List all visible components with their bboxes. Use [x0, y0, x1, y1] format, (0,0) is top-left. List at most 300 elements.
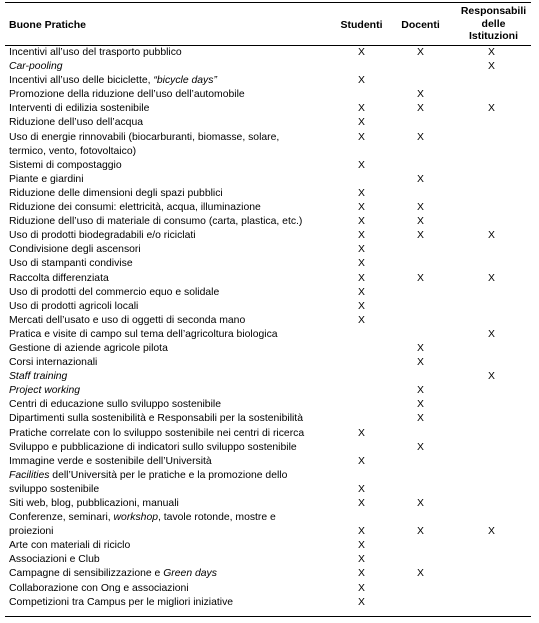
table-row	[5, 102, 531, 116]
teachers-mark: X	[417, 216, 424, 228]
practice-label	[5, 215, 334, 229]
teachers-mark: X	[417, 272, 424, 284]
teachers-mark-cell	[389, 257, 452, 271]
teachers-mark: X	[417, 385, 424, 397]
teachers-mark: X	[417, 399, 424, 411]
students-mark: X	[358, 230, 365, 242]
students-mark-cell	[334, 243, 389, 257]
practice-label	[5, 88, 334, 102]
institutions-mark-cell	[452, 215, 531, 229]
students-mark-cell	[334, 356, 389, 370]
practice-label-part: Campagne di sensibilizzazione e	[9, 568, 164, 580]
students-mark-cell	[334, 342, 389, 356]
students-mark: X	[358, 117, 365, 129]
table-row	[5, 215, 531, 229]
institutions-mark-cell	[452, 384, 531, 398]
institutions-mark-cell	[452, 74, 531, 88]
teachers-mark: X	[417, 357, 424, 369]
students-mark: X	[358, 202, 365, 214]
practice-label-part: Siti web, blog, pubblicazioni, manuali	[9, 498, 179, 509]
students-mark: X	[358, 47, 365, 58]
teachers-mark: X	[417, 230, 424, 242]
teachers-mark: X	[417, 173, 424, 185]
table-row	[5, 370, 531, 384]
table-row	[5, 60, 531, 74]
students-mark: X	[358, 526, 365, 538]
students-mark-cell	[334, 567, 389, 581]
students-mark-cell	[334, 455, 389, 469]
teachers-mark-cell	[389, 370, 452, 384]
teachers-mark-cell	[389, 286, 452, 300]
practice-label-part: proiezioni	[9, 526, 54, 538]
practice-label	[5, 145, 334, 159]
institutions-mark-cell	[452, 553, 531, 567]
institutions-mark-cell	[452, 60, 531, 74]
students-mark-cell	[334, 497, 389, 511]
institutions-mark-cell	[452, 441, 531, 455]
practice-label-part: Incentivi all’uso del trasporto pubblico	[9, 47, 182, 58]
table-row	[5, 145, 531, 159]
students-mark-cell	[334, 116, 389, 130]
practice-label-part: Project working	[9, 385, 81, 397]
students-mark: X	[358, 314, 365, 326]
table-row	[5, 116, 531, 130]
table-row	[5, 398, 531, 412]
practice-label	[5, 328, 334, 342]
practices-table	[5, 46, 531, 610]
students-mark: X	[358, 582, 365, 594]
teachers-mark: X	[417, 89, 424, 101]
practice-label	[5, 201, 334, 215]
practice-label	[5, 596, 334, 610]
institutions-mark-cell	[452, 173, 531, 187]
institutions-mark-cell	[452, 427, 531, 441]
students-mark: X	[358, 103, 365, 115]
practice-label	[5, 553, 334, 567]
teachers-mark: X	[417, 498, 424, 509]
institutions-mark-cell	[452, 88, 531, 102]
students-mark-cell	[334, 201, 389, 215]
teachers-mark-cell	[389, 342, 452, 356]
students-mark: X	[358, 159, 365, 171]
practice-label-part: Condivisione degli ascensori	[9, 244, 141, 256]
practice-label-part: Conferenze, seminari,	[9, 512, 114, 524]
students-mark-cell	[334, 229, 389, 243]
institutions-mark: X	[488, 526, 495, 538]
table-row	[5, 88, 531, 102]
students-mark: X	[358, 455, 365, 467]
practice-label	[5, 539, 334, 553]
practice-label	[5, 74, 334, 88]
students-mark-cell	[334, 102, 389, 116]
table-row	[5, 511, 531, 525]
teachers-mark-cell	[389, 102, 452, 116]
practice-label-part: Centri di educazione sullo sviluppo sostenibile	[9, 399, 221, 411]
institutions-mark-cell	[452, 582, 531, 596]
students-mark-cell	[334, 525, 389, 539]
institutions-mark: X	[488, 272, 495, 284]
practice-label	[5, 370, 334, 384]
teachers-mark-cell	[389, 356, 452, 370]
institutions-mark: X	[488, 328, 495, 340]
institutions-mark-cell	[452, 159, 531, 173]
students-mark: X	[358, 244, 365, 256]
institutions-mark-cell	[452, 412, 531, 426]
practice-label	[5, 159, 334, 173]
institutions-mark-cell	[452, 116, 531, 130]
practice-label	[5, 427, 334, 441]
table-row	[5, 159, 531, 173]
institutions-mark-cell	[452, 469, 531, 483]
institutions-mark-cell	[452, 300, 531, 314]
teachers-mark-cell	[389, 596, 452, 610]
teachers-mark-cell	[389, 328, 452, 342]
table-row	[5, 412, 531, 426]
practice-label	[5, 483, 334, 497]
students-mark-cell	[334, 441, 389, 455]
table-row	[5, 187, 531, 201]
teachers-mark: X	[417, 342, 424, 354]
institutions-mark-cell	[452, 370, 531, 384]
students-mark-cell	[334, 173, 389, 187]
students-mark: X	[358, 427, 365, 439]
institutions-mark-cell	[452, 356, 531, 370]
practice-label	[5, 455, 334, 469]
table-row	[5, 272, 531, 286]
practice-label	[5, 314, 334, 328]
teachers-mark-cell	[389, 300, 452, 314]
students-mark: X	[358, 187, 365, 199]
practice-label	[5, 398, 334, 412]
practice-label-part: Car-pooling	[9, 61, 63, 73]
students-mark: X	[358, 258, 365, 270]
students-mark-cell	[334, 469, 389, 483]
table-row	[5, 582, 531, 596]
table-row	[5, 328, 531, 342]
institutions-mark-cell	[452, 201, 531, 215]
teachers-mark-cell	[389, 483, 452, 497]
teachers-mark-cell	[389, 427, 452, 441]
header-institutions-line1: Responsabili	[460, 5, 527, 17]
practice-label	[5, 229, 334, 243]
practice-label	[5, 582, 334, 596]
students-mark: X	[358, 216, 365, 228]
table-row	[5, 539, 531, 553]
practice-label-part: Pratiche correlate con lo sviluppo sostenibile nei centri di ricerca	[9, 427, 305, 439]
institutions-mark-cell	[452, 257, 531, 271]
practice-label	[5, 257, 334, 271]
institutions-mark-cell	[452, 243, 531, 257]
table-row	[5, 427, 531, 441]
table-row	[5, 455, 531, 469]
table-row	[5, 483, 531, 497]
institutions-mark-cell	[452, 229, 531, 243]
institutions-mark-cell	[452, 272, 531, 286]
students-mark-cell	[334, 159, 389, 173]
students-mark-cell	[334, 46, 389, 60]
teachers-mark-cell	[389, 215, 452, 229]
students-mark-cell	[334, 328, 389, 342]
practice-label-part: workshop	[113, 512, 159, 524]
practice-label-part: Uso di prodotti agricoli locali	[9, 300, 139, 312]
practice-label	[5, 384, 334, 398]
practice-label-part: Promozione della riduzione dell’uso dell’automobile	[9, 89, 245, 101]
institutions-mark-cell	[452, 314, 531, 328]
practice-label	[5, 173, 334, 187]
teachers-mark-cell	[389, 272, 452, 286]
table-row	[5, 173, 531, 187]
bottom-rule	[5, 616, 531, 617]
students-mark-cell	[334, 257, 389, 271]
practice-label	[5, 356, 334, 370]
teachers-mark-cell	[389, 497, 452, 511]
table-row	[5, 567, 531, 581]
students-mark-cell	[334, 215, 389, 229]
header-institutions-line3: Istituzioni	[469, 30, 518, 42]
practice-label-part: sviluppo sostenibile	[9, 483, 100, 495]
students-mark-cell	[334, 582, 389, 596]
teachers-mark-cell	[389, 567, 452, 581]
teachers-mark-cell	[389, 384, 452, 398]
teachers-mark-cell	[389, 131, 452, 145]
teachers-mark-cell	[389, 455, 452, 469]
students-mark-cell	[334, 553, 389, 567]
table-row	[5, 201, 531, 215]
table-row	[5, 441, 531, 455]
table-row	[5, 286, 531, 300]
students-mark-cell	[334, 60, 389, 74]
institutions-mark: X	[488, 61, 495, 73]
table-row	[5, 131, 531, 145]
teachers-mark-cell	[389, 582, 452, 596]
students-mark: X	[358, 300, 365, 312]
table-row	[5, 356, 531, 370]
practice-label-part: Riduzione dell’uso di materiale di consumo (carta, plastica, etc.)	[9, 216, 303, 228]
practice-label-part: Riduzione dei consumi: elettricità, acqua, illuminazione	[9, 202, 261, 214]
teachers-mark-cell	[389, 553, 452, 567]
teachers-mark-cell	[389, 511, 452, 525]
practice-label-part: Facilities	[9, 469, 50, 481]
institutions-mark-cell	[452, 398, 531, 412]
practice-label-part: Incentivi all’uso delle biciclette,	[9, 75, 154, 87]
practice-label	[5, 511, 334, 525]
practice-label-part: “bicycle days”	[153, 75, 217, 87]
institutions-mark-cell	[452, 539, 531, 553]
practice-label	[5, 567, 334, 581]
teachers-mark-cell	[389, 74, 452, 88]
practice-label	[5, 469, 334, 483]
institutions-mark-cell	[452, 328, 531, 342]
table-row	[5, 525, 531, 539]
top-rule	[5, 2, 531, 3]
teachers-mark: X	[417, 131, 424, 143]
practice-label-part: Riduzione delle dimensioni degli spazi pubblici	[9, 187, 223, 199]
students-mark-cell	[334, 539, 389, 553]
teachers-mark-cell	[389, 88, 452, 102]
institutions-mark-cell	[452, 483, 531, 497]
institutions-mark: X	[488, 103, 495, 115]
students-mark-cell	[334, 145, 389, 159]
practice-label-part: Sistemi di compostaggio	[9, 159, 122, 171]
teachers-mark-cell	[389, 145, 452, 159]
students-mark-cell	[334, 427, 389, 441]
teachers-mark-cell	[389, 539, 452, 553]
institutions-mark-cell	[452, 525, 531, 539]
table-row	[5, 46, 531, 60]
table-row	[5, 342, 531, 356]
students-mark: X	[358, 568, 365, 580]
table-row	[5, 384, 531, 398]
institutions-mark-cell	[452, 46, 531, 60]
students-mark: X	[358, 286, 365, 298]
practice-label-part: , tavole rotonde, mostre e	[158, 512, 276, 524]
students-mark-cell	[334, 300, 389, 314]
students-mark: X	[358, 272, 365, 284]
teachers-mark-cell	[389, 60, 452, 74]
practice-label-part: Gestione di aziende agricole pilota	[9, 342, 168, 354]
students-mark-cell	[334, 286, 389, 300]
teachers-mark-cell	[389, 441, 452, 455]
table-row	[5, 314, 531, 328]
practices-table-body	[5, 46, 531, 610]
institutions-mark-cell	[452, 511, 531, 525]
practice-label-part: Raccolta differenziata	[9, 272, 109, 284]
practice-label	[5, 116, 334, 130]
practice-label	[5, 497, 334, 511]
teachers-mark: X	[417, 103, 424, 115]
teachers-mark-cell	[389, 229, 452, 243]
teachers-mark-cell	[389, 525, 452, 539]
teachers-mark: X	[417, 568, 424, 580]
practice-label-part: Collaborazione con Ong e associazioni	[9, 582, 189, 594]
practice-label-part: Uso di stampanti condivise	[9, 258, 133, 270]
teachers-mark-cell	[389, 116, 452, 130]
teachers-mark-cell	[389, 173, 452, 187]
practice-label-part: Competizioni tra Campus per le migliori iniziative	[9, 596, 234, 608]
practice-label	[5, 286, 334, 300]
teachers-mark-cell	[389, 398, 452, 412]
teachers-mark-cell	[389, 314, 452, 328]
practice-label	[5, 131, 334, 145]
students-mark-cell	[334, 131, 389, 145]
practice-label-part: termico, vento, fotovoltaico)	[9, 145, 137, 157]
teachers-mark: X	[417, 47, 424, 58]
header-practices: Buone Pratiche	[9, 19, 87, 31]
practice-label	[5, 46, 334, 60]
students-mark-cell	[334, 483, 389, 497]
students-mark-cell	[334, 74, 389, 88]
students-mark-cell	[334, 511, 389, 525]
header-teachers: Docenti	[401, 19, 440, 31]
practice-label-part: Pratica e visite di campo sul tema dell’agricoltura biologica	[9, 328, 278, 340]
teachers-mark: X	[417, 202, 424, 214]
header-students: Studenti	[340, 19, 383, 31]
practice-label-part: Uso di prodotti biodegradabili e/o riciclati	[9, 230, 196, 242]
practice-label	[5, 412, 334, 426]
table-row	[5, 497, 531, 511]
students-mark: X	[358, 75, 365, 87]
practice-label	[5, 243, 334, 257]
institutions-mark-cell	[452, 497, 531, 511]
students-mark-cell	[334, 88, 389, 102]
practice-label-part: Green days	[163, 568, 217, 580]
institutions-mark: X	[488, 230, 495, 242]
header-institutions	[452, 5, 535, 43]
practice-label	[5, 441, 334, 455]
teachers-mark-cell	[389, 159, 452, 173]
practice-label	[5, 187, 334, 201]
practice-label	[5, 60, 334, 74]
students-mark: X	[358, 554, 365, 566]
practice-label-part: Uso di energie rinnovabili (biocarburanti, biomasse, solare,	[9, 131, 280, 143]
institutions-mark-cell	[452, 342, 531, 356]
header-institutions-line2: delle	[481, 17, 506, 30]
institutions-mark-cell	[452, 102, 531, 116]
table-row	[5, 596, 531, 610]
practice-label	[5, 342, 334, 356]
institutions-mark-cell	[452, 286, 531, 300]
practice-label-part: Immagine verde e sostenibile dell’Università	[9, 455, 212, 467]
table-row	[5, 469, 531, 483]
practice-label	[5, 272, 334, 286]
practice-label-part: Arte con materiali di riciclo	[9, 540, 131, 552]
practice-label-part: Staff training	[9, 371, 68, 383]
institutions-mark-cell	[452, 596, 531, 610]
institutions-mark-cell	[452, 187, 531, 201]
students-mark: X	[358, 596, 365, 608]
institutions-mark-cell	[452, 131, 531, 145]
teachers-mark-cell	[389, 201, 452, 215]
students-mark-cell	[334, 398, 389, 412]
practice-label-part: Dipartimenti sulla sostenibilità e Responsabili per la sostenibilità	[9, 413, 303, 425]
table-row	[5, 229, 531, 243]
teachers-mark-cell	[389, 412, 452, 426]
practice-label-part: Mercati dell’usato e uso di oggetti di seconda mano	[9, 314, 246, 326]
teachers-mark-cell	[389, 46, 452, 60]
table-row	[5, 257, 531, 271]
students-mark: X	[358, 483, 365, 495]
practice-label-part: Uso di prodotti del commercio equo e solidale	[9, 286, 220, 298]
institutions-mark: X	[488, 371, 495, 383]
practice-label	[5, 525, 334, 539]
practice-label-part: Interventi di edilizia sostenibile	[9, 103, 150, 115]
students-mark-cell	[334, 187, 389, 201]
teachers-mark-cell	[389, 187, 452, 201]
students-mark: X	[358, 131, 365, 143]
practice-label-part: Piante e giardini	[9, 173, 84, 185]
table-row	[5, 243, 531, 257]
practice-label-part: Riduzione dell’uso dell’acqua	[9, 117, 144, 129]
table-row	[5, 74, 531, 88]
institutions-mark-cell	[452, 567, 531, 581]
institutions-mark-cell	[452, 455, 531, 469]
teachers-mark: X	[417, 413, 424, 425]
teachers-mark-cell	[389, 243, 452, 257]
practice-label-part: dell’Università per le pratiche e la promozione dello	[49, 469, 288, 481]
teachers-mark-cell	[389, 469, 452, 483]
institutions-mark: X	[488, 47, 495, 58]
institutions-mark-cell	[452, 145, 531, 159]
students-mark: X	[358, 498, 365, 509]
table-row	[5, 300, 531, 314]
students-mark-cell	[334, 412, 389, 426]
students-mark-cell	[334, 596, 389, 610]
students-mark-cell	[334, 314, 389, 328]
table-row	[5, 553, 531, 567]
practice-label	[5, 102, 334, 116]
students-mark-cell	[334, 384, 389, 398]
students-mark-cell	[334, 370, 389, 384]
